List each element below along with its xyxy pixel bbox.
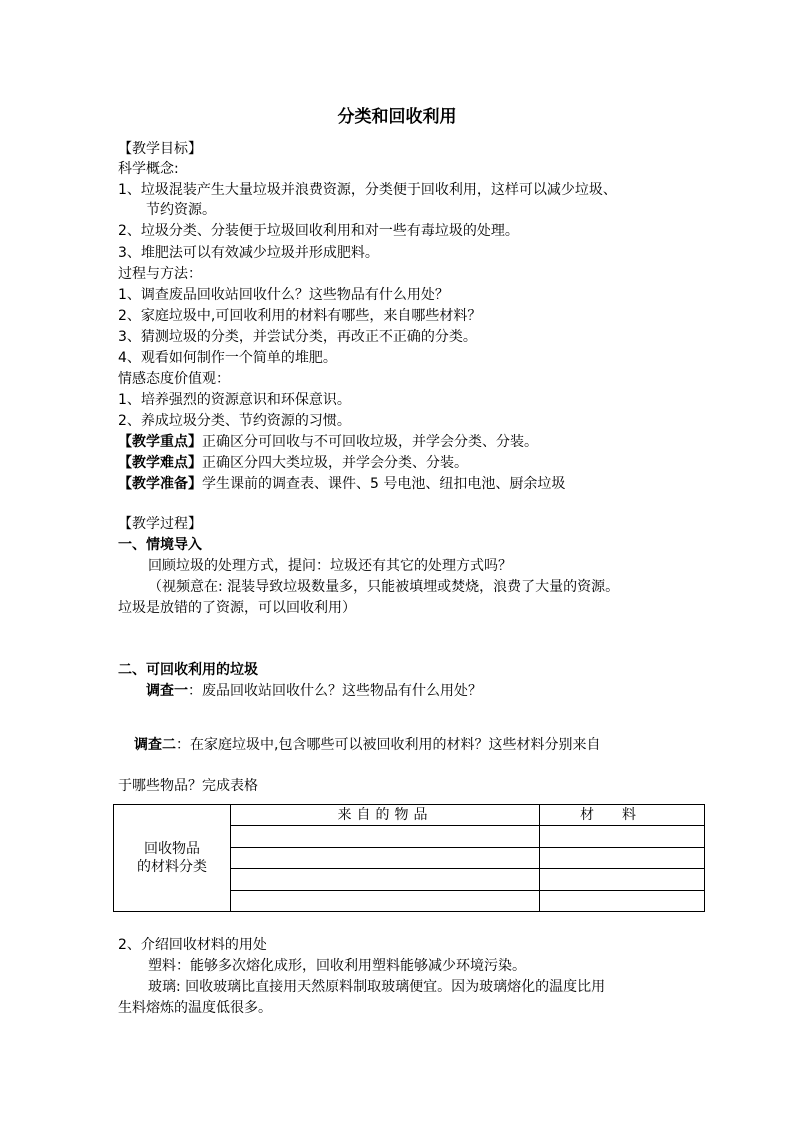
key-point	[118, 432, 538, 452]
survey2	[134, 735, 600, 755]
process-heading: 【教学过程】	[118, 516, 202, 532]
table-cell[interactable]	[540, 890, 705, 911]
difficulty-label: 【教学难点】	[118, 455, 202, 471]
concept-item-1-cont: 节约资源。	[146, 202, 216, 218]
survey2-label: 调查二	[134, 737, 176, 753]
process-item-1: 1、调查废品回收站回收什么？这些物品有什么用处？	[118, 287, 449, 303]
process-label: 过程与方法：	[118, 266, 202, 282]
preparation	[118, 474, 565, 494]
prep-text: 学生课前的调查表、课件、5 号电池、纽扣电池、厨余垃圾	[202, 476, 566, 492]
table-cell[interactable]	[231, 890, 540, 911]
process-item-3: 3、猜测垃圾的分类，并尝试分类，再改正不正确的分类。	[118, 329, 477, 345]
survey1-text: ：废品回收站回收什么？这些物品有什么用处？	[188, 683, 482, 699]
emotion-label: 情感态度价值观：	[118, 371, 230, 387]
concept-item-3: 3、堆肥法可以有效减少垃圾并形成肥料。	[118, 245, 379, 261]
table-cell[interactable]	[231, 869, 540, 890]
emotion-item-1: 1、培养强烈的资源意识和环保意识。	[118, 392, 351, 408]
key-point-text: 正确区分可回收与不可回收垃圾，并学会分类、分装。	[202, 434, 538, 450]
emotion-item-2: 2、养成垃圾分类、节约资源的习惯。	[118, 413, 351, 429]
difficulty-text: 正确区分四大类垃圾，并学会分类、分装。	[202, 455, 468, 471]
recycle-table	[113, 804, 705, 912]
survey2-cont: 于哪些物品？完成表格	[118, 778, 258, 794]
table-cell[interactable]	[540, 847, 705, 868]
survey1-label: 调查一	[146, 683, 188, 699]
part1-line3: 垃圾是放错的了资源，可以回收利用）	[118, 600, 356, 616]
process-item-2: 2、家庭垃圾中,可回收利用的材料有哪些，来自哪些材料？	[118, 308, 482, 324]
table-row-label	[114, 805, 231, 912]
table-cell[interactable]	[540, 869, 705, 890]
part1-title: 一、情境导入	[118, 537, 202, 553]
uses-plastic: 塑料：能够多次熔化成形，回收利用塑料能够减少环境污染。	[148, 958, 526, 974]
key-point-label: 【教学重点】	[118, 434, 202, 450]
uses-glass-line2: 生料熔炼的温度低很多。	[118, 1000, 272, 1016]
part2-title: 二、可回收利用的垃圾	[118, 662, 258, 678]
science-concepts-label: 科学概念:	[118, 161, 179, 177]
col-header-material: 材料	[540, 805, 705, 826]
uses-heading: 2、介绍回收材料的用处	[118, 937, 267, 953]
row-label-line1: 回收物品	[144, 841, 200, 857]
survey1	[146, 681, 482, 701]
table-cell[interactable]	[231, 847, 540, 868]
col-header-from: 来自的物品	[231, 805, 540, 826]
survey2-text: ：在家庭垃圾中,包含哪些可以被回收利用的材料？这些材料分别来自	[176, 737, 601, 753]
part1-line1: 回顾垃圾的处理方式，提问：垃圾还有其它的处理方式吗？	[148, 558, 512, 574]
difficulty	[118, 453, 468, 473]
prep-label: 【教学准备】	[118, 476, 202, 492]
table-cell[interactable]	[540, 826, 705, 847]
concept-item-2: 2、垃圾分类、分装便于垃圾回收利用和对一些有毒垃圾的处理。	[118, 223, 519, 239]
row-label-line2: 的材料分类	[137, 859, 207, 875]
process-item-4: 4、观看如何制作一个简单的堆肥。	[118, 350, 337, 366]
table-cell[interactable]	[231, 826, 540, 847]
concept-item-1: 1、垃圾混装产生大量垃圾并浪费资源，分类便于回收利用，这样可以减少垃圾、	[118, 182, 617, 198]
goals-heading: 【教学目标】	[118, 141, 202, 157]
uses-glass-line1: 玻璃: 回收玻璃比直接用天然原料制取玻璃便宜。因为玻璃熔化的温度比用	[148, 979, 606, 995]
part1-line2: （视频意在: 混装导致垃圾数量多，只能被填埋或焚烧，浪费了大量的资源。	[148, 579, 620, 595]
page-title: 分类和回收利用	[337, 107, 457, 127]
